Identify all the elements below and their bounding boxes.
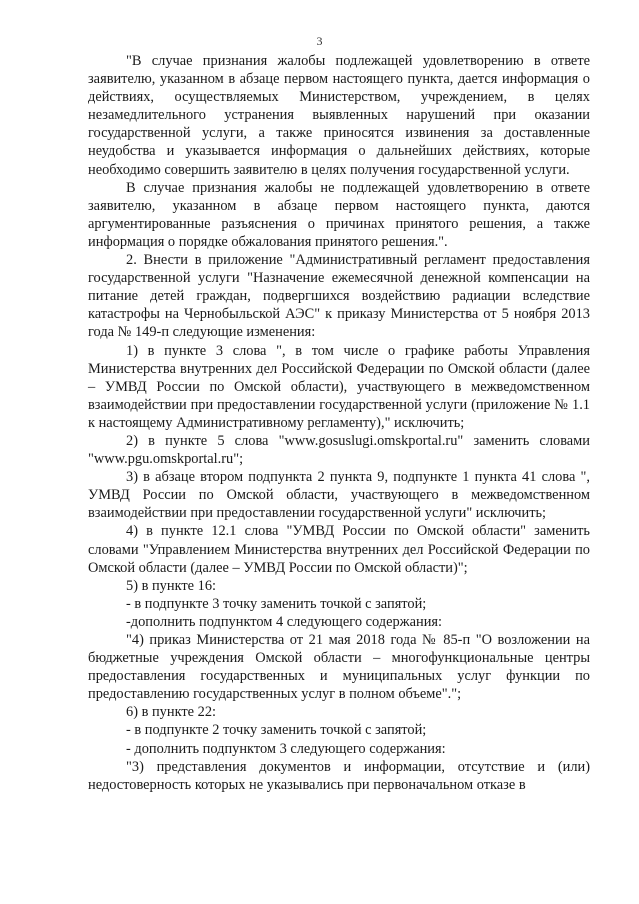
paragraph: - в подпункте 3 точку заменить точкой с запятой; — [126, 595, 427, 612]
paragraph: "3) представления документов и информации, отсутствие и (или) недостоверность которых не указывались при первоначальном отказе в — [88, 758, 590, 793]
paragraph: 3) в абзаце втором подпункта 2 пункта 9, подпункте 1 пункта 41 слова ", УМВД России по Омской области, участвующего в межведомственном взаимодействии при предоставлении государственной услуги" исключить; — [88, 469, 590, 522]
page-number: 3 — [316, 34, 323, 48]
paragraph: 6) в пункте 22: — [126, 704, 217, 721]
document-body — [88, 52, 590, 794]
paragraph: "В случае признания жалобы подлежащей удовлетворению в ответе заявителю, указанном в абзаце первом настоящего пункта, дается информация о действиях, осуществляемых Министерством, учреждением, в целях незамедлительного устранения выявленных нарушений при оказании государственной услуги, а также приносятся извинения за доставленные неудобства и указывается информация о дальнейших действиях, которые необходимо совершить заявителю в целях получения государственной услуги. — [88, 53, 590, 178]
paragraph: 5) в пункте 16: — [126, 577, 217, 594]
paragraph: 1) в пункте 3 слова ", в том числе о графике работы Управления Министерства внутренних дел Российской Федерации по Омской области (далее – УМВД России по Омской области), участвующего в межведомственном взаимодействии при предоставлении государственной услуги (приложение № 1.1 к настоящему Административному регламенту)," исключить; — [88, 342, 590, 431]
paragraph: "4) приказ Министерства от 21 мая 2018 года № 85-п "О возложении на бюджетные учреждения Омской области – многофункциональные центры предоставления государственных и муниципальных услуг функции по предоставлению государственных услуг в полном объеме"."; — [88, 632, 590, 703]
paragraph: В случае признания жалобы не подлежащей удовлетворению в ответе заявителю, указанном в абзаце первом настоящего пункта, даются аргументированные разъяснения о причинах принятого решения, а также информация о порядке обжалования принятого решения.". — [88, 179, 590, 250]
paragraph: 4) в пункте 12.1 слова "УМВД России по Омской области" заменить словами "Управлением Министерства внутренних дел Российской Федерации по Омской области (далее – УМВД России по Омской области)"; — [88, 523, 590, 576]
paragraph: -дополнить подпунктом 4 следующего содержания: — [126, 613, 443, 630]
paragraph: 2) в пункте 5 слова "www.gosuslugi.omskportal.ru" заменить словами "www.pgu.omskportal.ru"; — [88, 432, 590, 468]
paragraph: - дополнить подпунктом 3 следующего содержания: — [126, 740, 446, 757]
paragraph: - в подпункте 2 точку заменить точкой с запятой; — [126, 722, 427, 739]
paragraph: 2. Внести в приложение "Административный регламент предоставления государственной услуги "Назначение ежемесячной денежной компенсации на питание детей граждан, подвергшихся воздействию радиации вследствие катастрофы на Чернобыльской АЭС" к приказу Министерства от 5 ноября 2013 года № 149-п следующие изменения: — [88, 252, 590, 341]
